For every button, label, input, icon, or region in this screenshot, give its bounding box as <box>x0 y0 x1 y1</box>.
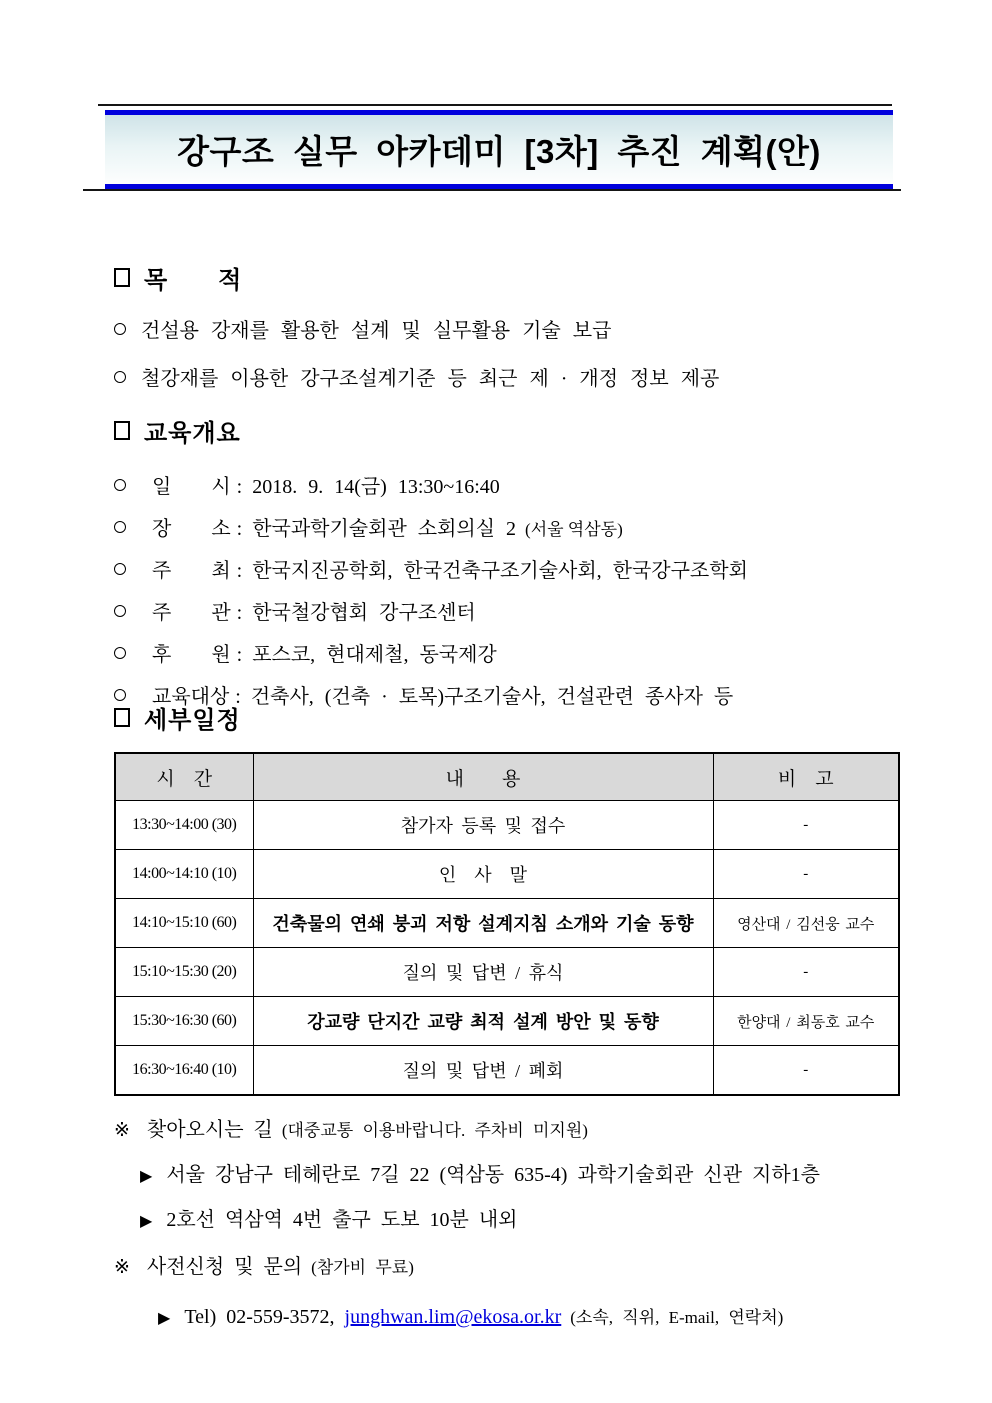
schedule-cell-remark: - <box>713 850 899 899</box>
title-rule-top <box>98 104 892 106</box>
email-link[interactable]: junghwan.lim@ekosa.or.kr <box>344 1306 562 1328</box>
schedule-cell-time: 15:10~15:30 (20) <box>115 948 253 997</box>
section-overview <box>114 413 914 709</box>
arrow-icon: ▶ <box>158 1310 171 1327</box>
section-directions <box>114 1113 914 1232</box>
colon-separator: : <box>235 686 241 708</box>
overview-heading-label: 교육개요 <box>144 420 241 447</box>
purpose-heading-label: 목 적 <box>144 267 243 294</box>
contact-line <box>158 1303 914 1329</box>
directions-item <box>140 1158 914 1187</box>
purpose-item <box>114 362 914 391</box>
square-bullet-icon <box>114 708 130 727</box>
directions-note: (대중교통 이용바랍니다. 주차비 미지원) <box>281 1121 588 1140</box>
title-banner <box>105 110 893 189</box>
schedule-cell-content: 질의 및 답변 / 휴식 <box>253 948 713 997</box>
schedule-cell-time: 14:10~15:10 (60) <box>115 899 253 948</box>
overview-item-value: 건축사, (건축 · 토목)구조기술사, 건설관련 종사자 등 <box>250 686 734 708</box>
schedule-cell-content: 강교량 단지간 교량 최적 설계 방안 및 동향 <box>253 997 713 1046</box>
reference-mark-icon: ※ <box>114 1257 130 1278</box>
section-purpose <box>114 260 914 391</box>
colon-separator: : <box>236 518 243 540</box>
square-bullet-icon <box>114 268 130 287</box>
table-row <box>115 997 899 1046</box>
registration-title: 사전신청 및 문의 <box>146 1256 303 1278</box>
directions-item <box>140 1203 914 1232</box>
arrow-icon: ▶ <box>140 1213 153 1230</box>
directions-item-text: 2호선 역삼역 4번 출구 도보 10분 내외 <box>166 1209 518 1231</box>
table-row <box>115 801 899 850</box>
phone-number: Tel) 02-559-3572, <box>184 1306 335 1328</box>
overview-item-label: 일 시 <box>152 476 231 498</box>
schedule-heading <box>114 700 914 735</box>
registration-note: (참가비 무료) <box>311 1258 414 1277</box>
schedule-cell-remark: 한양대 / 최동호 교수 <box>713 997 899 1046</box>
schedule-cell-remark: - <box>713 1046 899 1096</box>
schedule-cell-content: 건축물의 연쇄 붕괴 저항 설계지침 소개와 기술 동향 <box>253 899 713 948</box>
registration-heading <box>114 1250 914 1279</box>
colon-separator: : <box>236 644 243 666</box>
schedule-header-row <box>115 753 899 801</box>
schedule-cell-time: 14:00~14:10 (10) <box>115 850 253 899</box>
circle-bullet-icon <box>114 647 126 659</box>
page-title: 강구조 실무 아카데미 [3차] 추진 계획(안) <box>177 133 821 170</box>
reference-mark-icon: ※ <box>114 1120 130 1141</box>
schedule-cell-remark: 영산대 / 김선웅 교수 <box>713 899 899 948</box>
purpose-item <box>114 314 914 343</box>
overview-item-organizer <box>114 596 914 625</box>
schedule-cell-content: 질의 및 답변 / 폐회 <box>253 1046 713 1096</box>
overview-item-sponsors <box>114 638 914 667</box>
schedule-cell-remark: - <box>713 948 899 997</box>
purpose-heading <box>114 260 914 295</box>
circle-bullet-icon <box>114 323 126 335</box>
circle-bullet-icon <box>114 563 126 575</box>
table-row <box>115 850 899 899</box>
table-row <box>115 899 899 948</box>
schedule-heading-label: 세부일정 <box>144 707 241 734</box>
overview-item-value: 한국과학기술회관 소회의실 2 <box>252 518 517 540</box>
schedule-cell-time: 15:30~16:30 (60) <box>115 997 253 1046</box>
overview-item-label: 장 소 <box>152 518 231 540</box>
overview-item-value: 2018. 9. 14(금) 13:30~16:40 <box>252 476 500 498</box>
purpose-item-text: 건설용 강재를 활용한 설계 및 실무활용 기술 보급 <box>141 320 612 342</box>
schedule-col-time: 시 간 <box>115 753 253 801</box>
arrow-icon: ▶ <box>140 1168 153 1185</box>
directions-heading <box>114 1113 914 1142</box>
overview-item-label: 후 원 <box>152 644 231 666</box>
overview-item-value: 한국지진공학회, 한국건축구조기술사회, 한국강구조학회 <box>252 560 748 582</box>
schedule-table <box>114 752 900 1096</box>
colon-separator: : <box>236 560 243 582</box>
table-row <box>115 948 899 997</box>
schedule-cell-content: 참가자 등록 및 접수 <box>253 801 713 850</box>
overview-heading <box>114 413 914 448</box>
circle-bullet-icon <box>114 689 126 701</box>
overview-item-label: 교육대상 <box>152 686 230 708</box>
contact-info-note: (소속, 직위, E-mail, 연락처) <box>570 1308 784 1327</box>
directions-title: 찾아오시는 길 <box>146 1119 273 1141</box>
circle-bullet-icon <box>114 605 126 617</box>
colon-separator: : <box>236 602 243 624</box>
overview-item-label: 주 최 <box>152 560 231 582</box>
circle-bullet-icon <box>114 371 126 383</box>
overview-item-note: (서울 역삼동) <box>525 520 623 539</box>
table-row <box>115 1046 899 1096</box>
overview-item-value: 포스코, 현대제철, 동국제강 <box>252 644 497 666</box>
title-rule-bottom <box>83 189 901 191</box>
schedule-table-wrap <box>114 752 900 1096</box>
schedule-cell-time: 16:30~16:40 (10) <box>115 1046 253 1096</box>
circle-bullet-icon <box>114 521 126 533</box>
overview-item-venue <box>114 512 914 541</box>
overview-item-label: 주 관 <box>152 602 231 624</box>
colon-separator: : <box>236 476 243 498</box>
overview-item-hosts <box>114 554 914 583</box>
circle-bullet-icon <box>114 479 126 491</box>
schedule-cell-time: 13:30~14:00 (30) <box>115 801 253 850</box>
overview-item-datetime <box>114 470 914 499</box>
schedule-cell-content: 인 사 말 <box>253 850 713 899</box>
square-bullet-icon <box>114 421 130 440</box>
section-registration <box>114 1250 914 1329</box>
section-schedule <box>114 700 914 735</box>
schedule-col-remark: 비 고 <box>713 753 899 801</box>
directions-item-text: 서울 강남구 테헤란로 7길 22 (역삼동 635-4) 과학기술회관 신관 지하1층 <box>166 1164 820 1186</box>
schedule-cell-remark: - <box>713 801 899 850</box>
purpose-item-text: 철강재를 이용한 강구조설계기준 등 최근 제 · 개정 정보 제공 <box>141 368 720 390</box>
schedule-col-content: 내 용 <box>253 753 713 801</box>
overview-item-value: 한국철강협회 강구조센터 <box>252 602 476 624</box>
